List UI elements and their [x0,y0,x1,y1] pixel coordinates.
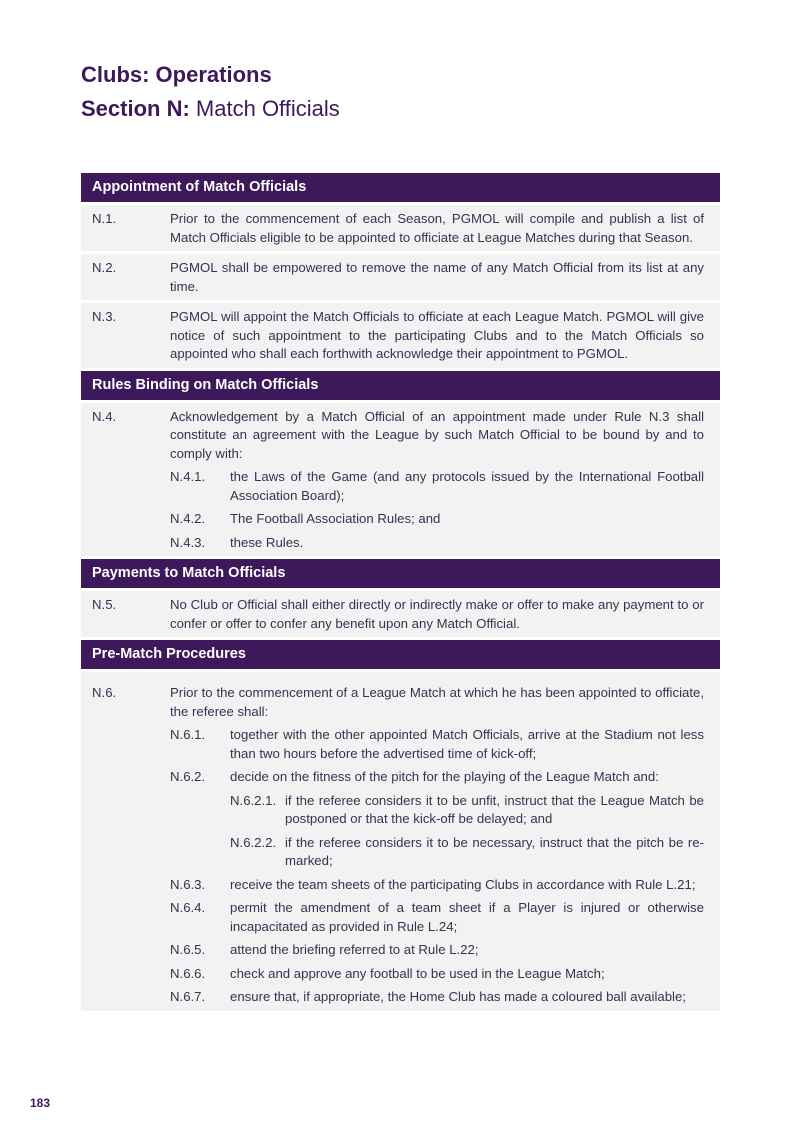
section-heading: Pre-Match Procedures [81,640,720,669]
section-heading: Rules Binding on Match Officials [81,371,720,400]
subrule-text: attend the briefing referred to at Rule L.22; [230,942,479,957]
subsubrule-text: if the referee considers it to be necessary, instruct that the pitch be re-marked; [285,834,704,868]
rule-text: No Club or Official shall either directly or indirectly make or offer to make any payment to or confer or offer to confer any benefit upon any Match Official. [170,597,704,631]
rule-row [81,205,720,251]
subrule-text: The Football Association Rules; and [230,511,441,526]
subrule-text: check and approve any football to be used in the League Match; [230,965,605,981]
subrule-number: N.6.3. [170,876,206,892]
rule-row [81,303,720,368]
rule-number: N.4. [92,408,117,424]
rule-text: PGMOL shall be empowered to remove the name of any Match Official from its list at any time. [170,260,704,294]
subrule-number: N.4.1. [170,469,206,484]
rule-row [81,591,720,637]
rule-row [81,403,720,557]
page-title: Clubs: Operations [81,62,272,87]
subrule-number: N.4.3. [170,534,206,550]
subrule-text: together with the other appointed Match Officials, arrive at the Stadium not less than two hours before the advertised time of kick-off; [230,727,704,761]
rule-text: PGMOL will appoint the Match Officials to officiate at each League Match. PGMOL will give notice of such appointment to the participating Clubs and to the Match Officials so appointed who shall each forthwith acknowledge their appointment to PGMOL. [170,309,704,361]
rule-text: Prior to the commencement of each Season, PGMOL will compile and publish a list of Match Officials eligible to be appointed to officiate at League Matches during that Season. [170,211,704,245]
subsubrule-text: if the referee considers it to be unfit, instruct that the League Match be postponed or that the kick-off be delayed; and [285,792,704,826]
page-number: 183 [30,1096,51,1110]
subrule-number: N.6.7. [170,989,206,1004]
subrule-number: N.6.2. [170,769,206,784]
rule-text: Prior to the commencement of a League Match at which he has been appointed to officiate, the referee shall: [170,685,704,719]
subrule-text: receive the team sheets of the participating Clubs in accordance with Rule L.21; [230,876,696,892]
rule-number: N.1. [92,211,117,226]
subrule-number: N.6.4. [170,900,206,915]
section-heading: Payments to Match Officials [81,559,720,588]
section-title [81,96,340,122]
rule-number: N.3. [92,309,117,324]
subsubrule-number: N.6.2.1. [230,792,277,808]
subrule-text: permit the amendment of a team sheet if a Player is injured or otherwise incapacitated as provided in Rule L.24; [230,900,704,934]
subrule-number: N.6.5. [170,942,206,957]
subrule-number: N.4.2. [170,511,206,526]
subsubrule-number: N.6.2.2. [230,834,277,850]
rule-text: Acknowledgement by a Match Official of an appointment made under Rule N.3 shall constitute an agreement with the League by such Match Official to be bound by and to comply with: [170,408,704,461]
subrule-text: these Rules. [230,534,304,550]
rule-number: N.2. [92,260,117,275]
subrule-text: decide on the fitness of the pitch for the playing of the League Match and: [230,769,659,784]
subrule-number: N.6.1. [170,727,206,742]
rules-content [81,173,720,1014]
rule-row [81,672,720,1011]
section-label: Section N: [81,96,190,121]
section-heading: Appointment of Match Officials [81,173,720,202]
rule-number: N.6. [92,685,117,700]
subrule-text: ensure that, if appropriate, the Home Club has made a coloured ball available; [230,989,686,1004]
rule-row [81,254,720,300]
subrule-number: N.6.6. [170,965,206,981]
rule-number: N.5. [92,597,117,612]
subrule-text: the Laws of the Game (and any protocols issued by the International Football Association Board); [230,469,704,503]
section-name: Match Officials [195,96,340,121]
